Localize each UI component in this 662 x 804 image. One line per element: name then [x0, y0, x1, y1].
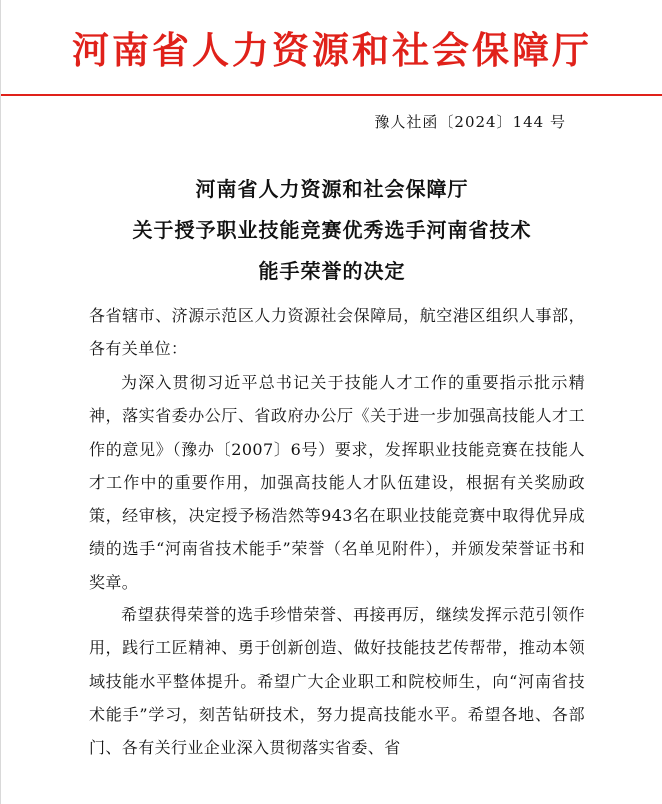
document-title-line-1: 河南省人力资源和社会保障厅: [195, 177, 469, 201]
body-paragraph-2: 希望获得荣誉的选手珍惜荣誉、再接再厉，继续发挥示范引领作用，践行工匠精神、勇于创新创造、做好技能技艺传帮带，推动本领域技能水平整体提升。希望广大企业职工和院校师生，向“河南省技术能手”学习，刻苦钻研技术，努力提高技能水平。希望各地、各部门、各有关行业企业深入贯彻落实省委、省: [89, 605, 585, 758]
salutation: 各省辖市、济源示范区人力资源社会保障局，航空港区组织人事部，各有关单位：: [89, 306, 585, 359]
letterhead-red-rule: [1, 94, 662, 96]
document-title-line-3: 能手荣誉的决定: [258, 259, 406, 283]
body-paragraph-1: 为深入贯彻习近平总书记关于技能人才工作的重要指示批示精神，落实省委办公厅、省政府办公厅《关于进一步加强高技能人才工作的意见》（豫办〔2007〕6号）要求，发挥职业技能竞赛在技能人才工作中的重要作用，加强高技能人才队伍建设，根据有关奖励政策，经审核，决定授予杨浩然等943名在职业技能竞赛中取得优异成绩的选手“河南省技术能手”荣誉（名单见附件），并颁发荣誉证书和奖章。: [89, 373, 585, 592]
document-number: 豫人社函〔2024〕144 号: [374, 113, 566, 131]
document-title-line-2: 关于授予职业技能竞赛优秀选手河南省技术: [132, 218, 532, 242]
letterhead-title: 河南省人力资源和社会保障厅: [72, 28, 592, 72]
